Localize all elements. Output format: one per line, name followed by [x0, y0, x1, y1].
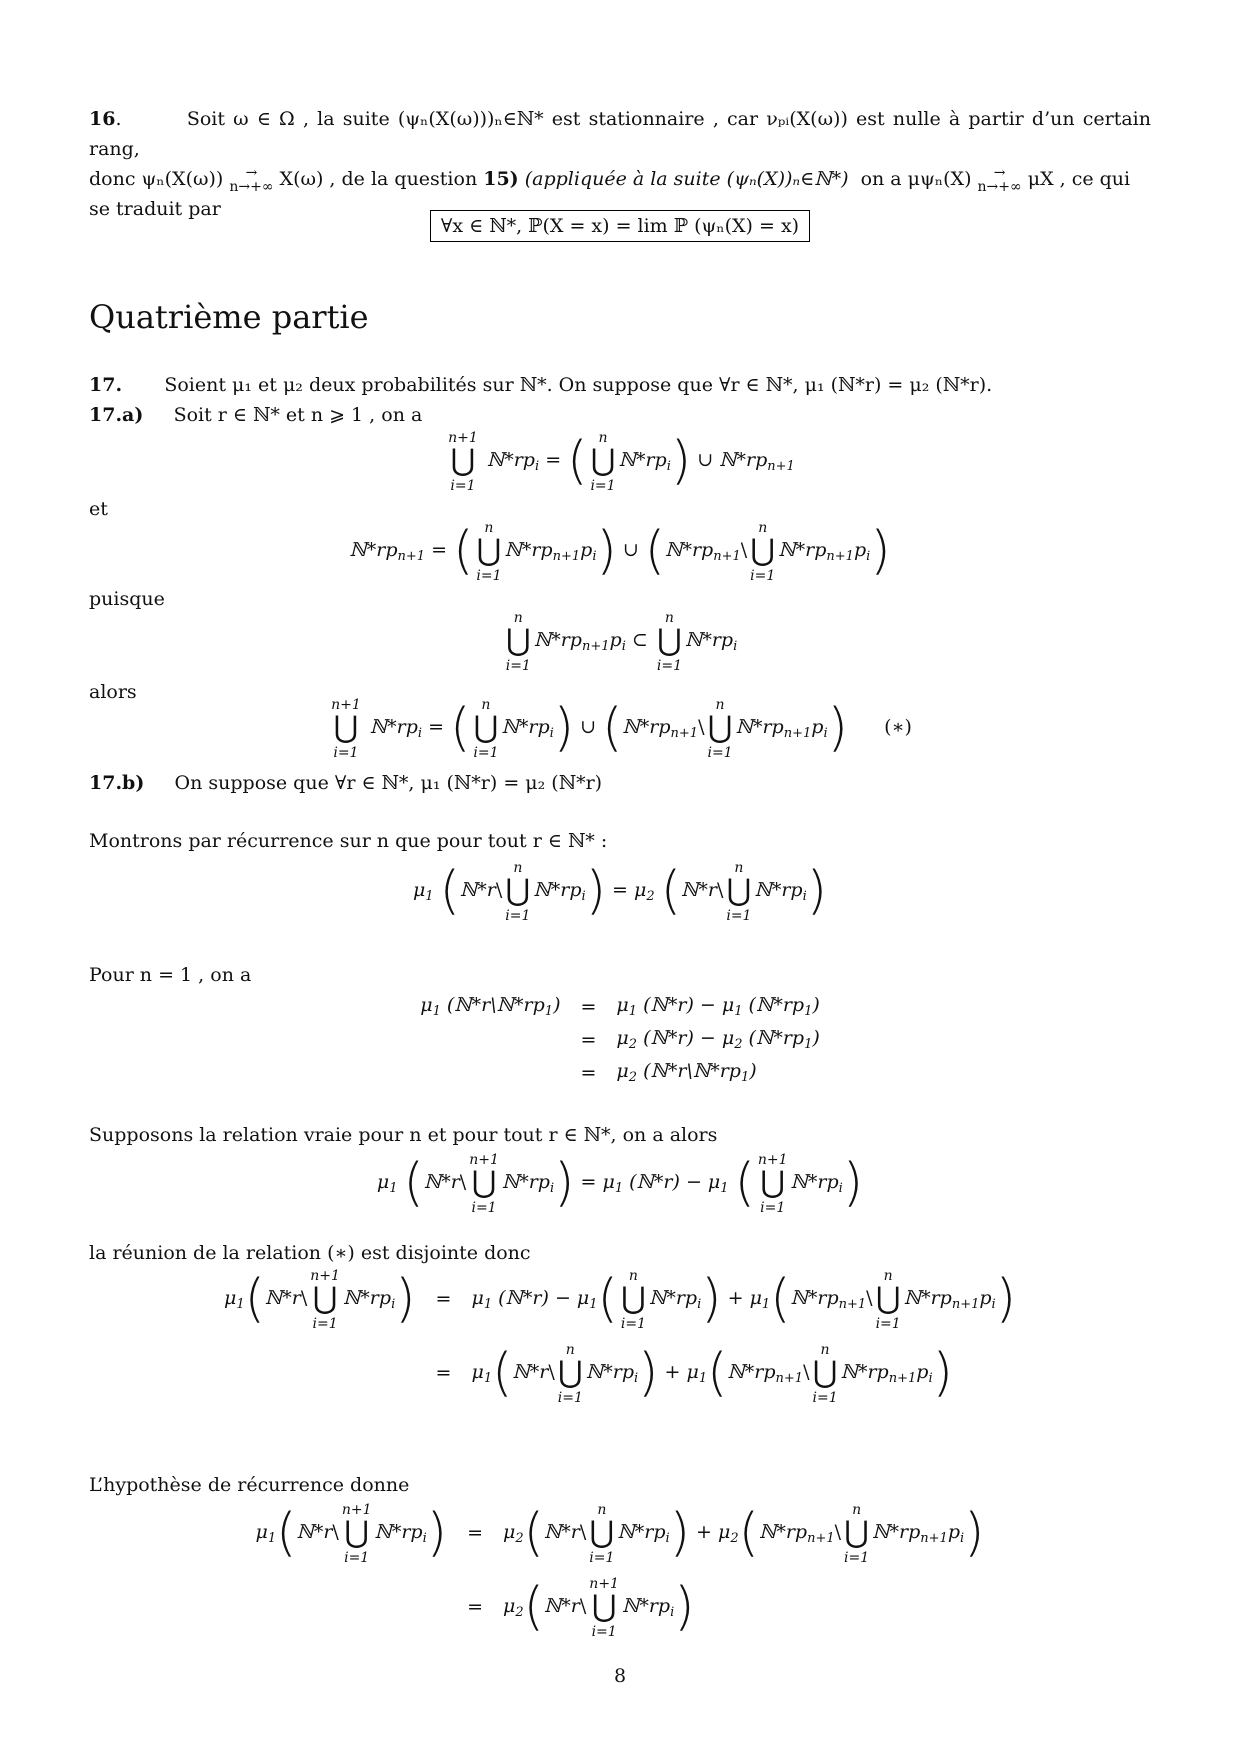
word-et: et: [89, 498, 108, 520]
q16-line1: Soit ω ∈ Ω , la suite (ψₙ(X(ω)))ₙ∈ℕ* est stationnaire , car νₚᵢ(X(ω)) est nulle à partir d’un certain rang,: [89, 108, 1151, 160]
equation-union-split: n+1 ⋃ i=1 $ℕ*rp_i$ = ( n ⋃ $i=1ℕ*rp_i$) ∪ $ℕ*rp_{n+1}$: [448, 430, 795, 494]
limit-arrow: → n→+∞: [229, 165, 274, 195]
page-number: 8: [613, 1665, 627, 1687]
word-puisque: puisque: [89, 588, 165, 610]
hypothese-text: L’hypothèse de récurrence donne: [89, 1474, 410, 1496]
q17a-label: 17.a): [89, 404, 144, 426]
limit-arrow: → n→+∞: [977, 165, 1022, 195]
equation-disjoint: $\mu_1(ℕ*r\backslash n+1$ ⋃ $i=1ℕ*rp_i$) = $\mu_1$ (ℕ*r) − $\mu_1$( n ⋃ $i=1ℕ*rp_i$) + $\mu_1(ℕ*rp_{n+1}\backslash n$ ⋃ $i=1ℕ*rp_{n+1}p_i$) = $\mu_1(ℕ*r\backslash n$ ⋃ $i=1ℕ*rp_i$) + $\mu_1(ℕ*rp_{n+1}\backslash n$ ⋃ $i=1ℕ*rp_{n+1}p_i$): [223, 1268, 1017, 1406]
q17b-text: On suppose que ∀r ∈ ℕ*, μ₁ (ℕ*r) = μ₂ (ℕ*r): [174, 772, 603, 794]
q17-intro: [89, 370, 1151, 400]
q16-boxed-formula: [0, 210, 1240, 242]
q16-paragraph: 16. Soit ω ∈ Ω , la suite (ψₙ(X(ω)))ₙ∈ℕ* est stationnaire , car νₚᵢ(X(ω)) est nulle à partir d’un certain rang, donc ψₙ(X(ω)) → n→+∞ X(ω) , de la question 15) (appliquée à la suite (ψₙ(X))ₙ∈ℕ*) on a μψₙ(X) → n→+∞ μX , ce qui se traduit par: [89, 104, 1151, 224]
boxed-result: ∀x ∈ ℕ*, ℙ(X = x) = lim ℙ (ψₙ(X) = x): [430, 210, 810, 242]
equation-base-case: $\mu_1$ $(ℕ*r\backslash ℕ*rp_1)$ = $\mu_1$ (ℕ*r) − $\mu_1$ $(ℕ*rp_1)$ = $\mu_2$ (ℕ*r) − $\mu_2$ $(ℕ*rp_1)$ = $\mu_2$ $(ℕ*r\backslash ℕ*rp_1)$: [420, 994, 820, 1085]
q17a-intro: [89, 400, 1151, 430]
q17b-label: 17.b): [89, 772, 145, 794]
q16-italic: (appliquée à la suite (ψₙ(X))ₙ∈ℕ*): [524, 168, 849, 190]
q16-line2-d: μX , ce qui: [1027, 168, 1131, 190]
equation-star: n+1 ⋃ i=1 $ℕ*rp_i$ = ( n ⋃ $i=1ℕ*rp_i$) ∪ ($ℕ*rp_{n+1}\backslash n$ ⋃ $i=1ℕ*rp_{n+1}p_i$) (∗): [331, 697, 912, 761]
supposons-text: Supposons la relation vraie pour n et pour tout r ∈ ℕ*, on a alors: [89, 1124, 718, 1146]
equation-inductive-step: $\mu_1$ (ℕ*r\n+1 ⋃ $i=1ℕ*rp_i) = \mu_1$ (ℕ*r) − $\mu_1$ ( n+1 ⋃ $i=1ℕ*rp_i$): [376, 1152, 864, 1216]
section-title: Quatrième partie: [89, 298, 369, 336]
equation-hypothesis: $\mu_1(ℕ*r\backslash n+1$ ⋃ $i=1ℕ*rp_i$) = $\mu_2(ℕ*r\backslash n$ ⋃ $i=1ℕ*rp_i$) + $\mu_2(ℕ*rp_{n+1}\backslash n$ ⋃ $i=1ℕ*rp_{n+1}p_i$) = $\mu_2(ℕ*r\backslash n+1$ ⋃ $i=1ℕ*rp_i$): [255, 1502, 985, 1640]
star-tag: (∗): [884, 716, 912, 738]
q16-line3: se traduit par: [89, 198, 221, 220]
word-alors: alors: [89, 681, 137, 703]
equation-induction-claim: $\mu_1$ (ℕ*r\n ⋃ $i=1ℕ*rp_i) = \mu_2$ (ℕ*r\n ⋃ $i=1ℕ*rp_i$): [412, 860, 828, 924]
q17-label: 17.: [89, 374, 123, 396]
equation-decomposition: $ℕ*rp_{n+1}$ = ( n ⋃ $i=1ℕ*rp_{n+1}p_i$) ∪ ($ℕ*rp_{n+1}\backslash n$ ⋃ $i=1ℕ*rp_{n+1}p_i$): [349, 520, 891, 584]
q16-line2-c: on a μψₙ(X): [860, 168, 972, 190]
pour-text: Pour n = 1 , on a: [89, 964, 252, 986]
q16-line2-a: donc ψₙ(X(ω)): [89, 168, 224, 190]
q17b-intro: [89, 768, 1151, 798]
equation-inclusion: n ⋃ $i=1ℕ*rp_{n+1}p_i$ ⊂ n ⋃ $i=1ℕ*rp_i$: [505, 610, 738, 674]
q17a-text: Soit r ∈ ℕ* et n ⩾ 1 , on a: [173, 404, 423, 426]
reunion-text: la réunion de la relation (∗) est disjointe donc: [89, 1242, 531, 1264]
q16-ref: 15): [483, 168, 519, 190]
q16-label: 16: [89, 108, 116, 130]
montrons-text: Montrons par récurrence sur n que pour tout r ∈ ℕ* :: [89, 830, 608, 852]
q17-text: Soient μ₁ et μ₂ deux probabilités sur ℕ*. On suppose que ∀r ∈ ℕ*, μ₁ (ℕ*r) = μ₂ (ℕ*r).: [164, 374, 993, 396]
q16-line2-b: X(ω) , de la question: [279, 168, 478, 190]
